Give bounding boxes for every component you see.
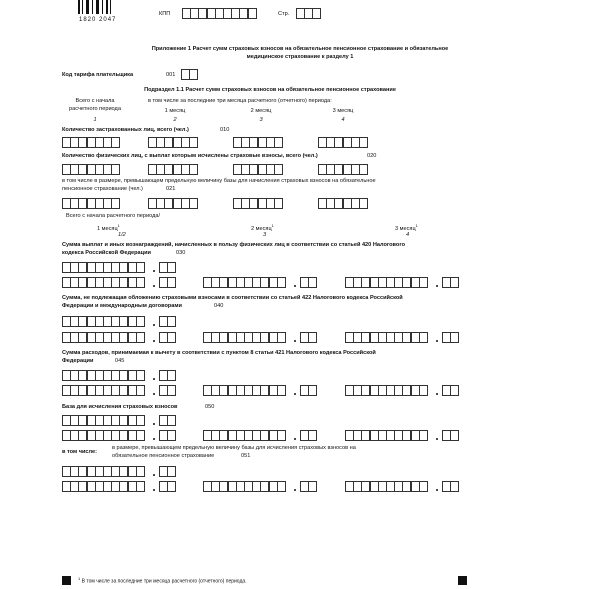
row-030-m3-dec[interactable] xyxy=(442,277,458,288)
tariff-code: 001 xyxy=(166,72,176,78)
row-010-code: 010 xyxy=(220,127,230,133)
digit-cell[interactable] xyxy=(136,415,145,426)
row-050-total-int[interactable] xyxy=(62,415,144,426)
footer-marker-right xyxy=(458,576,467,585)
row-040-m1-int[interactable] xyxy=(62,332,144,343)
row-045-m1-dec[interactable] xyxy=(159,385,175,396)
row-040-m1-dec[interactable] xyxy=(159,332,175,343)
row-030-code: 030 xyxy=(176,250,186,256)
row-051-m1-sep xyxy=(153,489,155,491)
kpp-label: КПП xyxy=(159,11,171,17)
page-field[interactable] xyxy=(296,8,321,19)
row-030-total-int[interactable] xyxy=(62,262,144,273)
digit-cell[interactable] xyxy=(450,481,459,492)
row-045-m2-sep xyxy=(294,393,296,395)
row-030-m2-int[interactable] xyxy=(203,277,285,288)
digit-cell[interactable] xyxy=(308,481,317,492)
row-051-total-sep xyxy=(153,474,155,476)
digit-cell[interactable] xyxy=(450,277,459,288)
row-040-m3-sep xyxy=(436,340,438,342)
col-n2: 2 xyxy=(173,117,177,123)
row-030-label-2: кодекса Российской Федерации xyxy=(62,250,151,256)
row-051-m1-int[interactable] xyxy=(62,481,144,492)
appendix-title-line2: медицинское страхование к разделу 1 xyxy=(246,54,354,60)
page-label: Стр. xyxy=(278,11,290,17)
col-n1: 1 xyxy=(93,117,97,123)
row-030-m1-sep xyxy=(153,285,155,287)
digit-cell[interactable] xyxy=(189,137,198,148)
row-021-field-1[interactable] xyxy=(62,198,119,209)
digit-cell[interactable] xyxy=(419,385,428,396)
digit-cell[interactable] xyxy=(419,277,428,288)
row-050-m1-dec[interactable] xyxy=(159,430,175,441)
row-051-m2-sep xyxy=(294,489,296,491)
footer-marker-left xyxy=(62,576,71,585)
row-021-label-1: в том числе в размере, превышающем предельную величину базы для начисления страховых взносов на обязательное xyxy=(62,178,376,184)
row-045-code: 045 xyxy=(115,358,125,364)
row-040-total-dec[interactable] xyxy=(159,316,175,327)
row-045-m3-dec[interactable] xyxy=(442,385,458,396)
row-030-m1-dec[interactable] xyxy=(159,277,175,288)
row-030-total-dec[interactable] xyxy=(159,262,175,273)
barcode-number: 1820 2047 xyxy=(79,17,117,23)
row-040-m3-dec[interactable] xyxy=(442,332,458,343)
row-045-total-int[interactable] xyxy=(62,370,144,381)
digit-cell[interactable] xyxy=(136,466,145,477)
digit-cell[interactable] xyxy=(359,164,368,175)
tariff-field[interactable] xyxy=(181,69,197,80)
digit-cell[interactable] xyxy=(450,385,459,396)
row-045-m3-int[interactable] xyxy=(345,385,427,396)
row-030-m2-dec[interactable] xyxy=(300,277,316,288)
row-051-m3-dec[interactable] xyxy=(442,481,458,492)
row-020-field-1[interactable] xyxy=(62,164,119,175)
tariff-label: Код тарифа плательщика xyxy=(62,72,134,78)
row-020-field-2[interactable] xyxy=(148,164,197,175)
appendix-title-line1: Приложение 1 Расчет сумм страховых взносов на обязательное пенсионное страхование и обязательное xyxy=(151,46,449,52)
digit-cell[interactable] xyxy=(136,262,145,273)
digit-cell[interactable] xyxy=(136,430,145,441)
digit-cell[interactable] xyxy=(419,481,428,492)
digit-cell[interactable] xyxy=(111,137,120,148)
row-021-field-3[interactable] xyxy=(233,198,282,209)
row-040-m2-sep xyxy=(294,340,296,342)
digit-cell[interactable] xyxy=(136,277,145,288)
digit-cell[interactable] xyxy=(277,277,286,288)
digit-cell[interactable] xyxy=(308,332,317,343)
row-021-code: 021 xyxy=(166,186,176,192)
row-051-code: 051 xyxy=(241,453,251,459)
digit-cell[interactable] xyxy=(111,198,120,209)
digit-cell[interactable] xyxy=(277,385,286,396)
row-040-label-1: Сумма, не подлежащая обложению страховыми взносами в соответствии со статьей 422 Налогового кодекса Российской xyxy=(62,295,403,301)
digit-cell[interactable] xyxy=(277,481,286,492)
digit-cell[interactable] xyxy=(136,332,145,343)
row-050-m3-sep xyxy=(436,438,438,440)
row-030-total-sep xyxy=(153,270,155,272)
row-051-m2-int[interactable] xyxy=(203,481,285,492)
col-since-start-1: Всего с начала xyxy=(75,98,115,104)
sum-col-n12: 1/2 xyxy=(118,232,126,238)
sum-col-month3: 3 месяц$^1$ xyxy=(395,223,418,232)
row-040-m3-int[interactable] xyxy=(345,332,427,343)
row-030-m3-int[interactable] xyxy=(345,277,427,288)
digit-cell[interactable] xyxy=(419,332,428,343)
row-051-label-1: в размере, превышающем предельную величину базы для исчисления страховых взносов на xyxy=(112,445,356,451)
row-051-label-2: обязательное пенсионное страхование xyxy=(112,453,215,459)
row-050-m1-sep xyxy=(153,438,155,440)
row-010-field-3[interactable] xyxy=(233,137,282,148)
row-045-m1-int[interactable] xyxy=(62,385,144,396)
digit-cell[interactable] xyxy=(167,316,176,327)
digit-cell[interactable] xyxy=(189,164,198,175)
row-040-code: 040 xyxy=(214,303,224,309)
row-045-total-dec[interactable] xyxy=(159,370,175,381)
row-050-total-dec[interactable] xyxy=(159,415,175,426)
col-last-three: в том числе за последние три месяца расчетного (отчетного) периода: xyxy=(148,98,332,104)
row-050-m2-sep xyxy=(294,438,296,440)
digit-cell[interactable] xyxy=(308,385,317,396)
row-051-m1-dec[interactable] xyxy=(159,481,175,492)
row-040-label-2: Федерации и международным договорами xyxy=(62,303,182,309)
row-050-m2-int[interactable] xyxy=(203,430,285,441)
digit-cell[interactable] xyxy=(111,164,120,175)
col-month2: 2 месяц xyxy=(250,108,272,114)
digit-cell[interactable] xyxy=(308,277,317,288)
col-month3: 3 месяц xyxy=(332,108,354,114)
row-010-field-4[interactable] xyxy=(318,137,367,148)
digit-cell[interactable] xyxy=(308,430,317,441)
row-050-m3-int[interactable] xyxy=(345,430,427,441)
barcode xyxy=(78,0,112,16)
digit-cell[interactable] xyxy=(450,332,459,343)
row-020-field-4[interactable] xyxy=(318,164,367,175)
row-045-m2-int[interactable] xyxy=(203,385,285,396)
row-020-field-3[interactable] xyxy=(233,164,282,175)
row-045-label-1: Сумма расходов, принимаемая к вычету в соответствии с пунктом 8 статьи 421 Налогового кодекса Российской xyxy=(62,350,376,356)
digit-cell[interactable] xyxy=(277,430,286,441)
row-030-label-1: Сумма выплат и иных вознаграждений, начисленных в пользу физических лиц в соответствии со статьей 420 Налогового xyxy=(62,242,406,248)
row-030-m1-int[interactable] xyxy=(62,277,144,288)
row-020-code: 020 xyxy=(367,153,377,159)
sum-col-month2: 2 месяц$^1$ xyxy=(251,223,274,232)
row-045-m2-dec[interactable] xyxy=(300,385,316,396)
digit-cell[interactable] xyxy=(167,430,176,441)
digit-cell[interactable] xyxy=(167,262,176,273)
col-since-start-2: расчетного периода xyxy=(69,106,121,112)
digit-cell[interactable] xyxy=(136,316,145,327)
digit-cell[interactable] xyxy=(167,466,176,477)
digit-cell[interactable] xyxy=(277,332,286,343)
row-010-label: Количество застрахованных лиц, всего (чел.) xyxy=(62,127,189,133)
digit-cell[interactable] xyxy=(167,277,176,288)
digit-cell[interactable] xyxy=(359,137,368,148)
digit-cell[interactable] xyxy=(312,8,321,19)
digit-cell[interactable] xyxy=(274,164,283,175)
row-021-field-2[interactable] xyxy=(148,198,197,209)
row-050-code: 050 xyxy=(205,404,215,410)
sum-col-since-start: Всего с начала расчетного периода/ xyxy=(66,213,161,219)
digit-cell[interactable] xyxy=(136,385,145,396)
row-021-label-2: пенсионное страхование (чел.) xyxy=(62,186,143,192)
digit-cell[interactable] xyxy=(359,198,368,209)
row-050-m1-int[interactable] xyxy=(62,430,144,441)
row-040-m2-dec[interactable] xyxy=(300,332,316,343)
row-040-total-int[interactable] xyxy=(62,316,144,327)
digit-cell[interactable] xyxy=(189,69,198,80)
col-n3: 3 xyxy=(259,117,263,123)
sum-col-month1: 1 месяц$^1$ xyxy=(97,223,120,232)
digit-cell[interactable] xyxy=(419,430,428,441)
row-030-m3-sep xyxy=(436,285,438,287)
col-month1: 1 месяц xyxy=(164,108,186,114)
row-051-m3-int[interactable] xyxy=(345,481,427,492)
kpp-field[interactable] xyxy=(182,8,256,19)
col-n4: 4 xyxy=(341,117,345,123)
row-051-m2-dec[interactable] xyxy=(300,481,316,492)
row-050-m3-dec[interactable] xyxy=(442,430,458,441)
subsection-title: Подраздел 1.1 Расчет сумм страховых взносов на обязательное пенсионное страхование xyxy=(144,87,396,93)
row-020-label: Количество физических лиц, с выплат которым исчислены страховые взносы, всего (чел.) xyxy=(62,153,318,159)
row-021-field-4[interactable] xyxy=(318,198,367,209)
row-051-total-int[interactable] xyxy=(62,466,144,477)
footnote: $^1$ В том числе за последние три месяца расчетного (отчетного) периода. xyxy=(78,576,247,585)
row-051-prefix: в том числе: xyxy=(62,449,97,455)
digit-cell[interactable] xyxy=(136,481,145,492)
row-040-m2-int[interactable] xyxy=(203,332,285,343)
row-040-total-sep xyxy=(153,324,155,326)
row-051-m3-sep xyxy=(436,489,438,491)
row-010-field-1[interactable] xyxy=(62,137,119,148)
digit-cell[interactable] xyxy=(167,385,176,396)
digit-cell[interactable] xyxy=(450,430,459,441)
row-051-total-dec[interactable] xyxy=(159,466,175,477)
digit-cell[interactable] xyxy=(167,332,176,343)
row-045-m1-sep xyxy=(153,393,155,395)
digit-cell[interactable] xyxy=(189,198,198,209)
row-045-m3-sep xyxy=(436,393,438,395)
digit-cell[interactable] xyxy=(167,370,176,381)
row-050-m2-dec[interactable] xyxy=(300,430,316,441)
digit-cell[interactable] xyxy=(136,370,145,381)
digit-cell[interactable] xyxy=(248,8,257,19)
row-050-label: База для исчисления страховых взносов xyxy=(62,404,178,410)
row-050-total-sep xyxy=(153,423,155,425)
digit-cell[interactable] xyxy=(274,137,283,148)
digit-cell[interactable] xyxy=(167,415,176,426)
row-040-m1-sep xyxy=(153,340,155,342)
digit-cell[interactable] xyxy=(167,481,176,492)
row-030-m2-sep xyxy=(294,285,296,287)
sum-col-n4: 4 xyxy=(406,232,410,238)
row-010-field-2[interactable] xyxy=(148,137,197,148)
digit-cell[interactable] xyxy=(274,198,283,209)
sum-col-n3: 3 xyxy=(263,232,267,238)
row-045-label-2: Федерации xyxy=(62,358,94,364)
row-045-total-sep xyxy=(153,378,155,380)
